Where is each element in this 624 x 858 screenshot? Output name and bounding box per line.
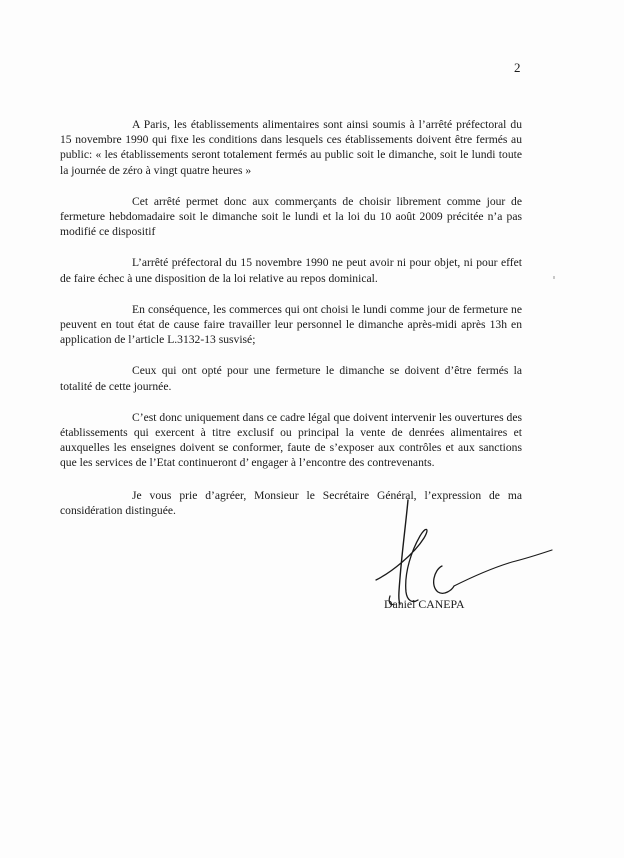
- paragraph-sunday-closure: Ceux qui ont opté pour une fermeture le dimanche se doivent d’être fermés la totalité de cette journée.: [60, 364, 522, 393]
- paragraph-free-choice: Cet arrêté permet donc aux commerçants de choisir librement comme jour de fermeture hebdomadaire soit le dimanche soit le lundi et la loi du 10 août 2009 précitée n’a pas modifié ce dispositif: [60, 194, 522, 239]
- paper-speck: [553, 276, 555, 279]
- paragraph-monday-closure: En conséquence, les commerces qui ont choisi le lundi comme jour de fermeture ne peuvent en tout état de cause faire travailler leur personnel le dimanche après-midi après 13h en application de l’article L.3132-13 susvisé;: [60, 302, 522, 347]
- page-number: 2: [514, 60, 521, 75]
- paragraph-legal-framework: C’est donc uniquement dans ce cadre légal que doivent intervenir les ouvertures des établissements qui exercent à titre exclusif ou principal la vente de denrées alimentaires et auxquelles les enseignes doivent se conformer, faute de s’exposer aux contrôles et aux sanctions que les services de l’Etat continueront d’ engager à l’encontre des contrevenants.: [60, 410, 522, 470]
- paragraph-no-effect: L’arrêté préfectoral du 15 novembre 1990 ne peut avoir ni pour objet, ni pour effet de faire échec à une disposition de la loi relative au repos dominical.: [60, 256, 522, 285]
- signer-name: Daniel CANEPA: [384, 597, 465, 611]
- paragraph-arrete-context: A Paris, les établissements alimentaires sont ainsi soumis à l’arrêté préfectoral du 15 novembre 1990 qui fixe les conditions dans lesquels ces établissements doivent être fermés au public: « les établissements seront totalement fermés au public soit le dimanche, soit le lundi toute la journée de zéro à vingt quatre heures »: [60, 118, 522, 177]
- letter-body: [60, 117, 522, 534]
- handwritten-signature: [372, 492, 562, 612]
- paragraph-closing-formula: Je vous prie d’agréer, Monsieur le Secrétaire Général, l’expression de ma considération distinguée.: [60, 488, 522, 517]
